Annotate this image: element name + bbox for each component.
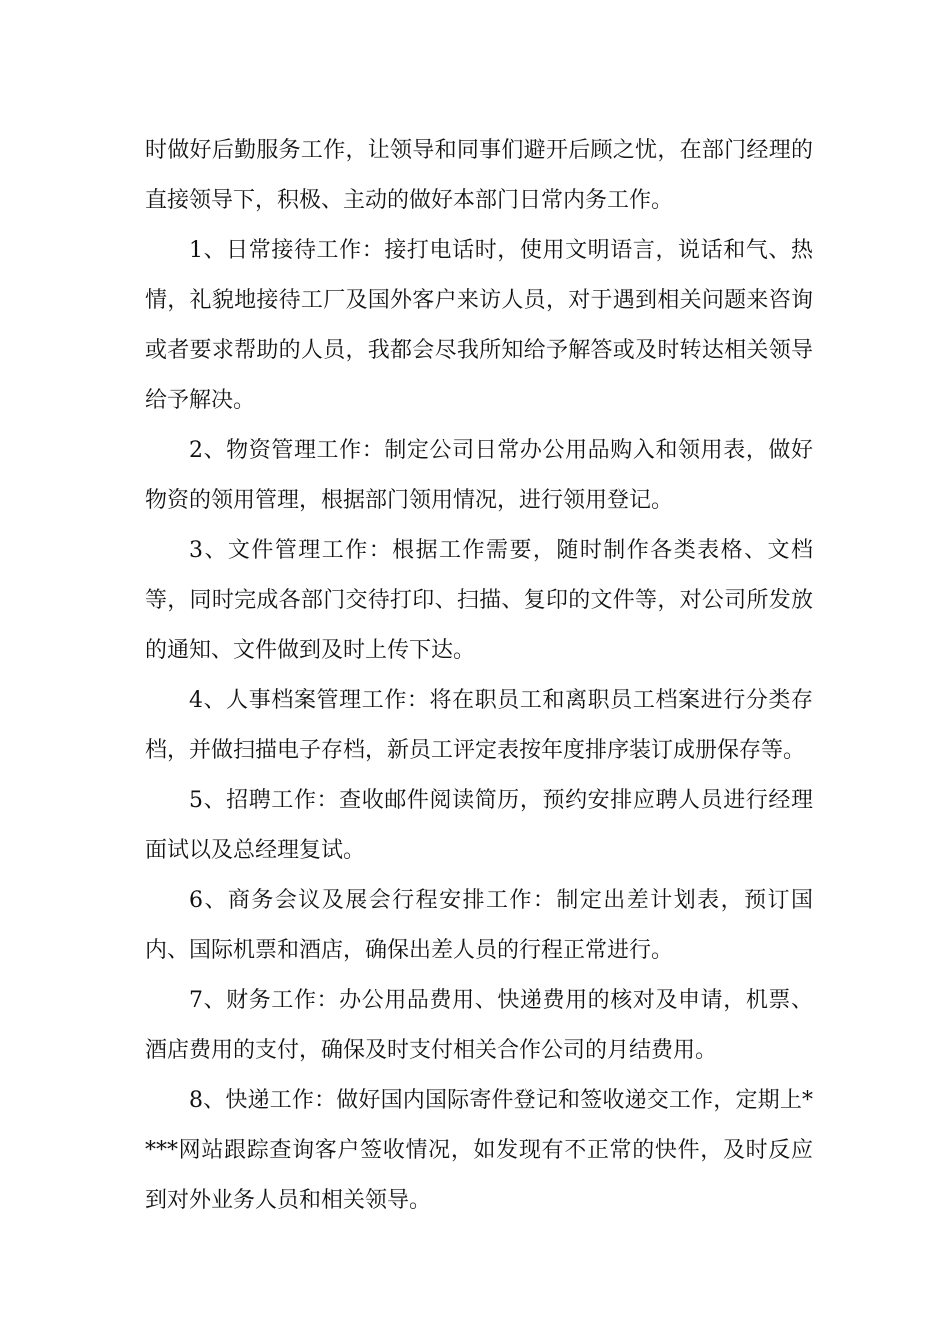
- paragraph-finance: 7、财务工作：办公用品费用、快递费用的核对及申请，机票、酒店费用的支付，确保及时支付相关合作公司的月结费用。: [145, 988, 813, 1063]
- paragraph-reception: 1、日常接待工作：接打电话时，使用文明语言，说话和气、热情，礼貌地接待工厂及国外客户来访人员，对于遇到相关问题来咨询或者要求帮助的人员，我都会尽我所知给予解答或及时转达相关领导给予解决。: [145, 238, 813, 413]
- paragraph-supplies: 2、物资管理工作：制定公司日常办公用品购入和领用表，做好物资的领用管理，根据部门领用情况，进行领用登记。: [145, 438, 813, 513]
- paragraph-intro-continued: 时做好后勤服务工作，让领导和同事们避开后顾之忧，在部门经理的直接领导下，积极、主动的做好本部门日常内务工作。: [145, 138, 813, 213]
- paragraph-courier: 8、快递工作：做好国内国际寄件登记和签收递交工作，定期上****网站跟踪查询客户签收情况，如发现有不正常的快件，及时反应到对外业务人员和相关领导。: [145, 1088, 813, 1213]
- paragraph-business-travel: 6、商务会议及展会行程安排工作：制定出差计划表，预订国内、国际机票和酒店，确保出差人员的行程正常进行。: [145, 888, 813, 963]
- paragraph-personnel-files: 4、人事档案管理工作：将在职员工和离职员工档案进行分类存档，并做扫描电子存档，新员工评定表按年度排序装订成册保存等。: [145, 688, 813, 763]
- paragraph-documents: 3、文件管理工作：根据工作需要，随时制作各类表格、文档等，同时完成各部门交待打印、扫描、复印的文件等，对公司所发放的通知、文件做到及时上传下达。: [145, 538, 813, 663]
- document-body: [145, 126, 813, 1226]
- paragraph-recruitment: 5、招聘工作：查收邮件阅读简历，预约安排应聘人员进行经理面试以及总经理复试。: [145, 788, 813, 863]
